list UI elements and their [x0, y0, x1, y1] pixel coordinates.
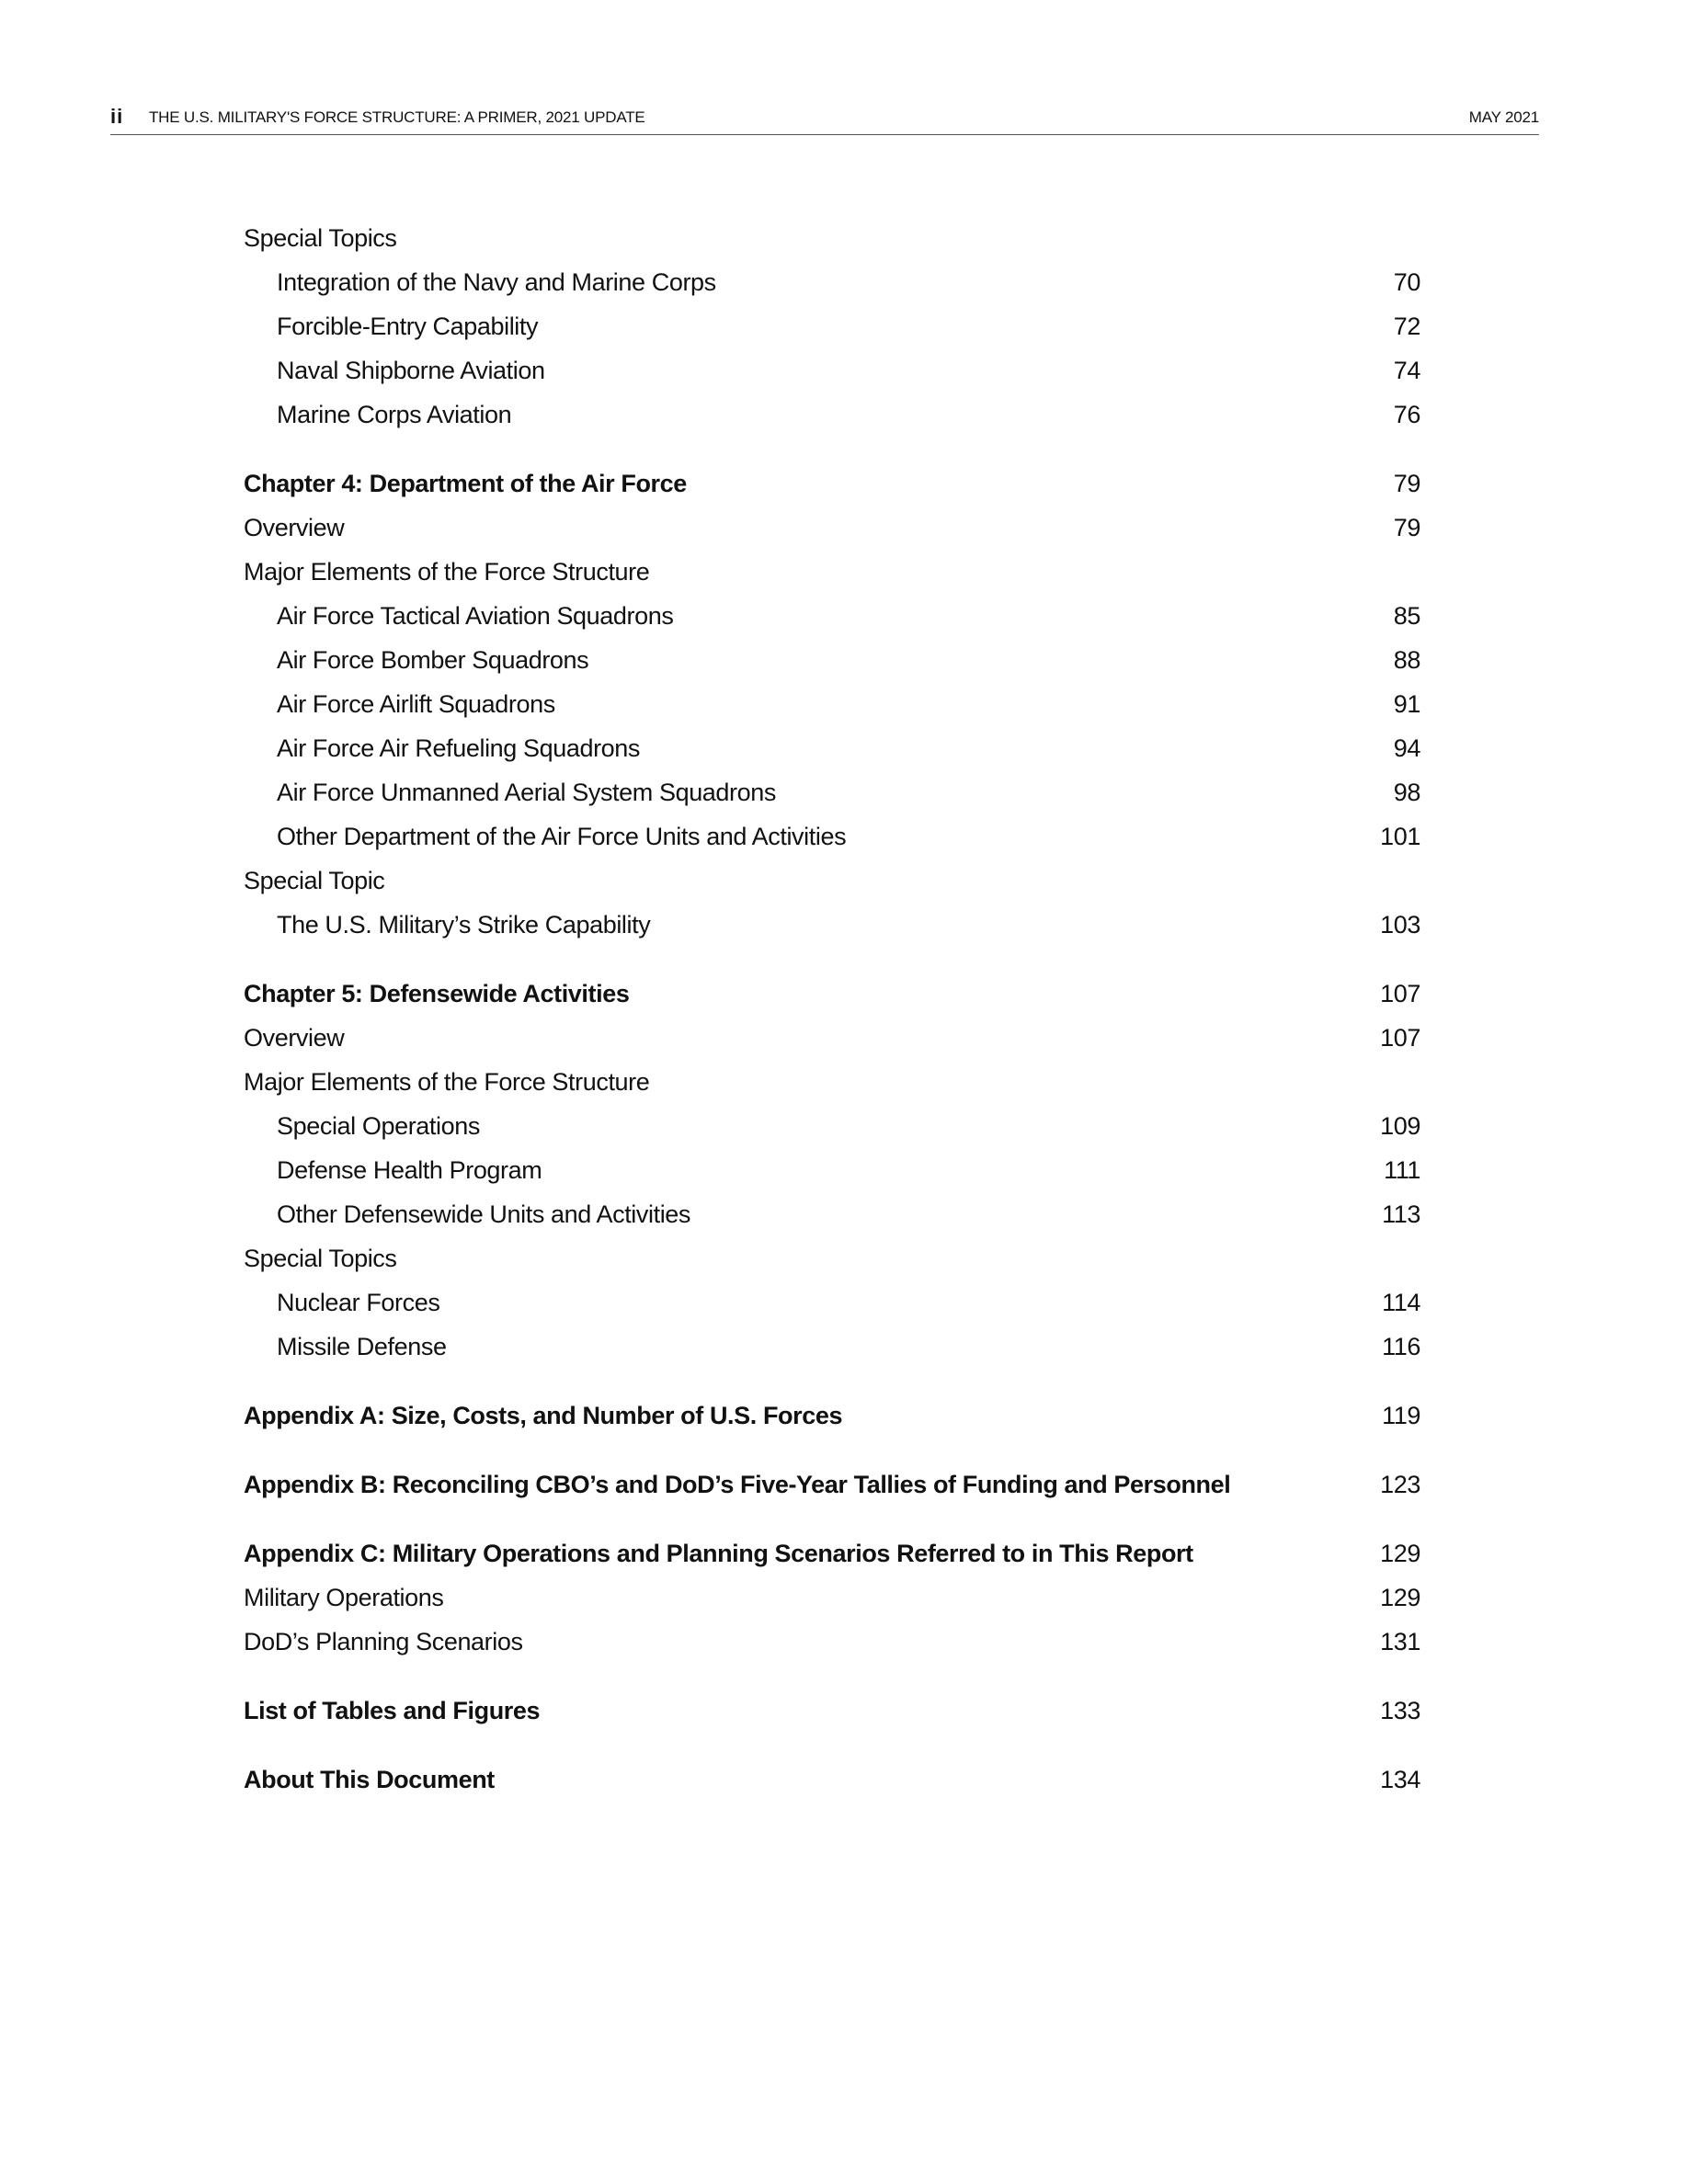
toc-heading[interactable]	[244, 461, 1420, 506]
toc-entry[interactable]	[244, 1236, 1420, 1280]
toc-entry[interactable]	[244, 814, 1420, 859]
toc-entry[interactable]	[244, 903, 1420, 947]
toc-entry[interactable]	[244, 1060, 1420, 1104]
toc-entry-page-number: 70	[1393, 268, 1420, 296]
toc-entry-title: List of Tables and Figures	[244, 1697, 541, 1724]
toc-entry-title: Overview	[244, 514, 345, 541]
toc-entry[interactable]	[244, 1575, 1420, 1620]
toc-entry-title: Chapter 5: Defensewide Activities	[244, 980, 630, 1007]
toc-entry-page-number: 107	[1380, 1024, 1420, 1052]
toc-entry-title: About This Document	[244, 1766, 495, 1793]
toc-entry-page-number: 72	[1393, 313, 1420, 340]
toc-entry-title: The U.S. Military’s Strike Capability	[277, 911, 651, 938]
toc-entry-page-number: 129	[1380, 1540, 1420, 1567]
toc-entry-page-number: 123	[1380, 1471, 1420, 1498]
toc-entry-page-number: 94	[1393, 734, 1420, 762]
page-number: ii	[110, 105, 124, 128]
toc-entry[interactable]	[244, 304, 1420, 348]
toc-entry-title: Overview	[244, 1024, 345, 1052]
toc-entry-page-number: 116	[1382, 1333, 1420, 1360]
toc-entry-page-number: 131	[1380, 1628, 1420, 1655]
toc-heading[interactable]	[244, 1531, 1420, 1575]
toc-entry-title: Major Elements of the Force Structure	[244, 558, 650, 586]
toc-entry-title: Air Force Bomber Squadrons	[277, 646, 589, 674]
toc-entry[interactable]	[244, 1325, 1420, 1369]
toc-entry-title: Missile Defense	[277, 1333, 447, 1360]
toc-entry-title: Naval Shipborne Aviation	[277, 357, 545, 384]
toc-entry-page-number: 85	[1393, 602, 1420, 630]
publication-date: MAY 2021	[1468, 108, 1539, 126]
toc-entry-page-number: 129	[1380, 1584, 1420, 1611]
toc-entry-title: Air Force Unmanned Aerial System Squadrons	[277, 779, 776, 806]
toc-entry-page-number: 79	[1393, 514, 1420, 541]
toc-entry[interactable]	[244, 594, 1420, 638]
toc-entry-page-number: 134	[1380, 1766, 1420, 1793]
toc-entry-page-number: 113	[1382, 1200, 1420, 1228]
toc-entry-title: Integration of the Navy and Marine Corps	[277, 268, 716, 296]
toc-entry[interactable]	[244, 1280, 1420, 1325]
toc-entry[interactable]	[244, 1148, 1420, 1192]
toc-entry-title: Appendix B: Reconciling CBO’s and DoD’s Five-Year Tallies of Funding and Personnel	[244, 1471, 1231, 1498]
toc-entry-title: Appendix A: Size, Costs, and Number of U.S. Forces	[244, 1402, 843, 1429]
toc-entry[interactable]	[244, 1016, 1420, 1060]
toc-heading[interactable]	[244, 1689, 1420, 1733]
toc-entry-page-number: 119	[1382, 1402, 1420, 1429]
toc-entry-page-number: 107	[1380, 980, 1420, 1007]
toc-entry-title: Nuclear Forces	[277, 1289, 440, 1316]
toc-heading[interactable]	[244, 972, 1420, 1016]
toc-entry[interactable]	[244, 770, 1420, 814]
toc-entry-title: Marine Corps Aviation	[277, 401, 512, 428]
toc-entry-page-number: 133	[1380, 1697, 1420, 1724]
toc-entry-page-number: 91	[1393, 690, 1420, 718]
toc-entry-title: Special Topic	[244, 867, 385, 894]
toc-entry-title: DoD’s Planning Scenarios	[244, 1628, 523, 1655]
toc-entry-page-number: 76	[1393, 401, 1420, 428]
toc-entry[interactable]	[244, 726, 1420, 770]
table-of-contents	[244, 216, 1420, 1802]
toc-entry[interactable]	[244, 260, 1420, 304]
running-title: THE U.S. MILITARY'S FORCE STRUCTURE: A PRIMER, 2021 UPDATE	[149, 108, 645, 126]
toc-entry-page-number: 88	[1393, 646, 1420, 674]
toc-entry[interactable]	[244, 348, 1420, 392]
toc-entry-title: Forcible-Entry Capability	[277, 313, 539, 340]
toc-entry[interactable]	[244, 392, 1420, 437]
toc-entry-title: Appendix C: Military Operations and Planning Scenarios Referred to in This Report	[244, 1540, 1193, 1567]
toc-entry-page-number: 111	[1384, 1156, 1420, 1184]
toc-entry-title: Special Topics	[244, 1245, 397, 1272]
page-header	[110, 103, 1539, 135]
toc-entry[interactable]	[244, 682, 1420, 726]
toc-entry[interactable]	[244, 859, 1420, 903]
toc-entry-page-number: 98	[1393, 779, 1420, 806]
toc-entry-title: Other Department of the Air Force Units and Activities	[277, 823, 847, 850]
toc-entry-page-number: 103	[1380, 911, 1420, 938]
toc-entry-page-number: 109	[1380, 1112, 1420, 1140]
toc-entry[interactable]	[244, 216, 1420, 260]
toc-heading[interactable]	[244, 1757, 1420, 1802]
toc-entry-title: Defense Health Program	[277, 1156, 542, 1184]
toc-entry-title: Special Topics	[244, 224, 397, 252]
toc-entry-title: Special Operations	[277, 1112, 480, 1140]
toc-entry-page-number: 74	[1393, 357, 1420, 384]
toc-entry-title: Other Defensewide Units and Activities	[277, 1200, 691, 1228]
toc-heading[interactable]	[244, 1462, 1420, 1507]
toc-entry[interactable]	[244, 638, 1420, 682]
toc-heading[interactable]	[244, 1393, 1420, 1438]
toc-entry-title: Chapter 4: Department of the Air Force	[244, 470, 687, 497]
toc-entry-title: Air Force Air Refueling Squadrons	[277, 734, 641, 762]
toc-entry-title: Air Force Airlift Squadrons	[277, 690, 555, 718]
toc-entry[interactable]	[244, 1192, 1420, 1236]
toc-entry[interactable]	[244, 550, 1420, 594]
toc-entry[interactable]	[244, 506, 1420, 550]
toc-entry-title: Military Operations	[244, 1584, 444, 1611]
toc-entry-page-number: 79	[1393, 470, 1420, 497]
toc-entry-title: Air Force Tactical Aviation Squadrons	[277, 602, 674, 630]
toc-entry[interactable]	[244, 1620, 1420, 1664]
toc-entry-page-number: 101	[1380, 823, 1420, 850]
toc-entry-page-number: 114	[1382, 1289, 1420, 1316]
toc-entry[interactable]	[244, 1104, 1420, 1148]
toc-entry-title: Major Elements of the Force Structure	[244, 1068, 650, 1096]
